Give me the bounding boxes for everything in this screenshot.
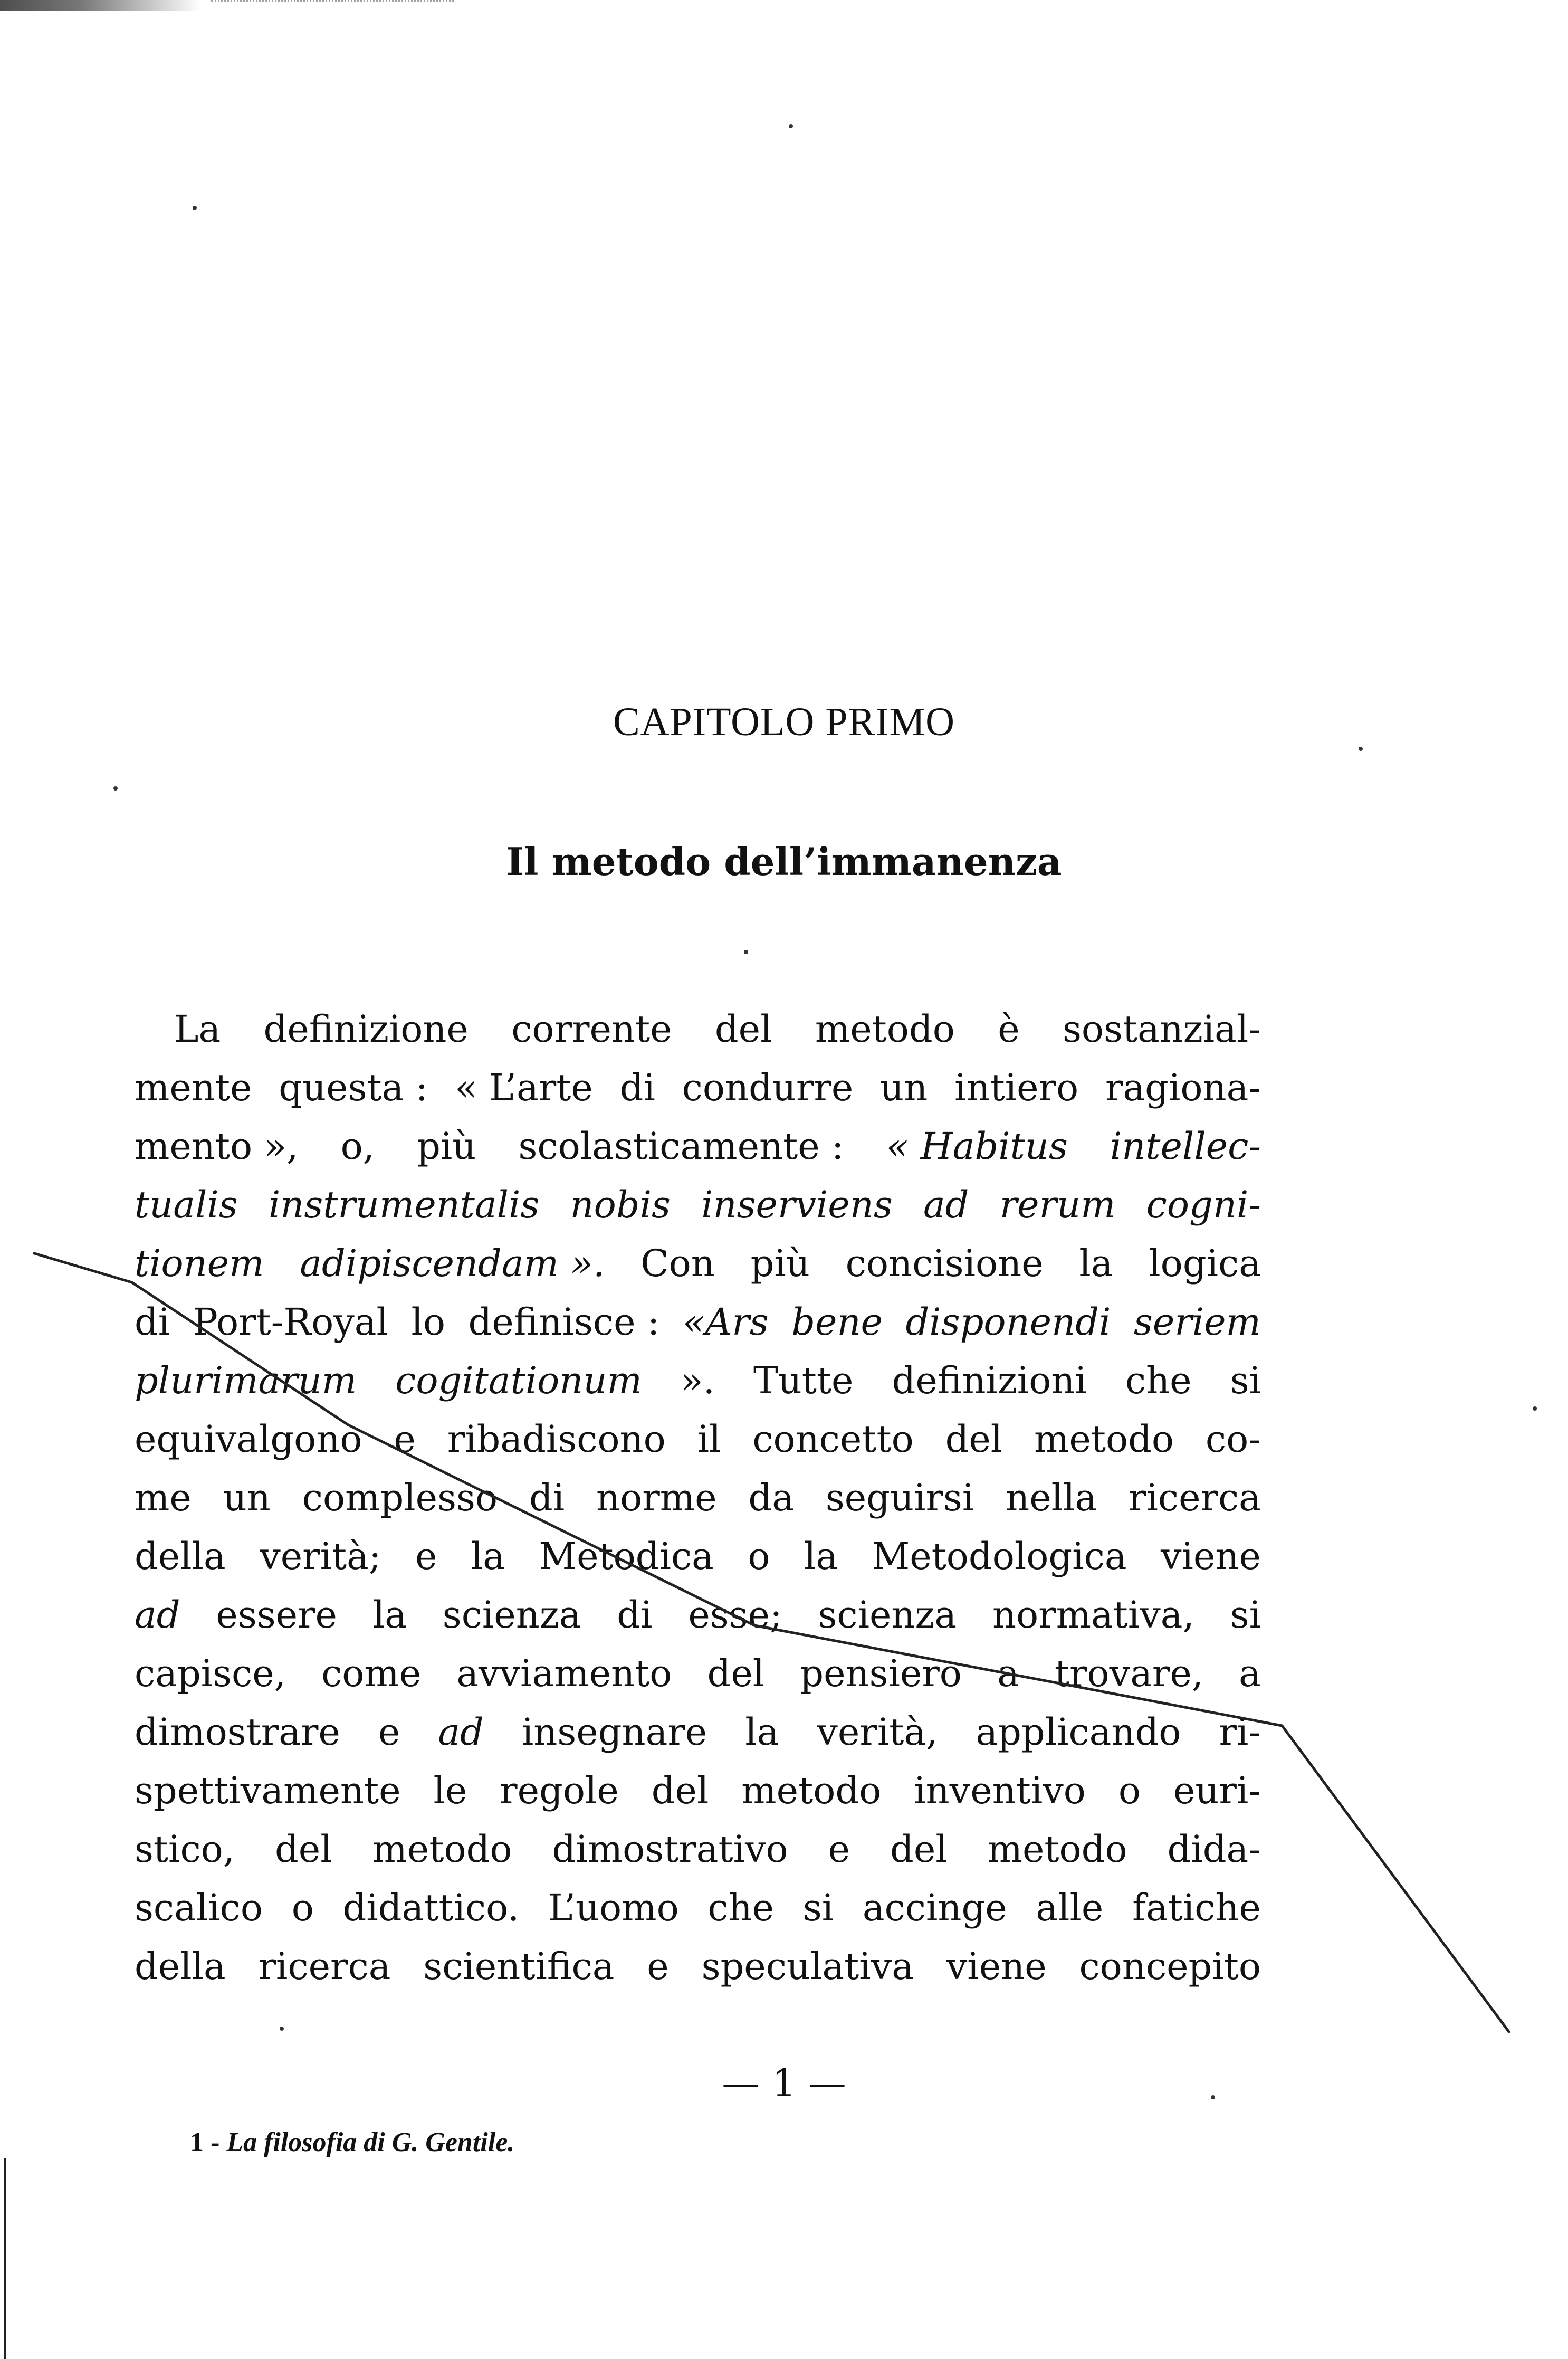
word: la: [1079, 1242, 1113, 1285]
word: trovare,: [1054, 1652, 1204, 1695]
word: ad: [135, 1593, 180, 1637]
word: metodo: [372, 1828, 512, 1871]
scan-speck: [789, 124, 793, 128]
word: L’uomo: [548, 1886, 679, 1929]
scan-speck: [280, 2027, 284, 2031]
word: a: [997, 1652, 1019, 1695]
word: della: [135, 1945, 226, 1988]
word: la: [745, 1710, 779, 1754]
text-line: [135, 1879, 1261, 1937]
word: viene: [1161, 1535, 1261, 1578]
word: del: [274, 1828, 332, 1871]
word: del: [714, 1007, 772, 1051]
word: la: [471, 1535, 505, 1578]
text-line: [135, 1469, 1261, 1527]
text-line: [135, 1762, 1261, 1820]
word: co-: [1205, 1418, 1261, 1461]
word: didattico.: [342, 1886, 520, 1929]
word: si: [1230, 1359, 1261, 1402]
scan-top-marks: [211, 0, 454, 6]
word: « Habitus: [886, 1125, 1068, 1168]
text-line: [135, 1410, 1261, 1469]
text-line: [135, 1703, 1261, 1762]
word: rerum: [999, 1183, 1116, 1226]
word: dida-: [1167, 1828, 1261, 1871]
chapter-title: Il metodo dell’immanenza: [506, 839, 1062, 884]
word: o: [291, 1886, 314, 1929]
word: mente: [135, 1066, 252, 1109]
word: metodo: [815, 1007, 955, 1051]
word: inventivo: [914, 1769, 1086, 1812]
word: si: [802, 1886, 834, 1929]
word: un: [880, 1066, 928, 1109]
word: o: [1118, 1769, 1141, 1812]
word: Con: [640, 1242, 715, 1285]
scan-speck: [744, 950, 748, 954]
word: metodo: [741, 1769, 882, 1812]
word: e: [415, 1535, 437, 1578]
word: Port-Royal: [193, 1300, 388, 1344]
word: il: [697, 1418, 721, 1461]
scan-speck: [1359, 747, 1363, 751]
word: che: [1125, 1359, 1192, 1402]
word: che: [707, 1886, 775, 1929]
word: un: [223, 1476, 271, 1519]
word: fatiche: [1132, 1886, 1261, 1929]
word: scienza: [818, 1593, 957, 1637]
word: avviamento: [456, 1652, 672, 1695]
text-line: [135, 1820, 1261, 1879]
word: Metodica: [539, 1535, 714, 1578]
word: norme: [596, 1476, 717, 1519]
word: concisione: [845, 1242, 1044, 1285]
text-line: [135, 1059, 1261, 1117]
word: La: [174, 1007, 221, 1051]
scan-speck: [113, 786, 118, 791]
word: o: [748, 1535, 770, 1578]
word: metodo: [1034, 1418, 1174, 1461]
word: e: [394, 1418, 416, 1461]
word: come: [321, 1652, 422, 1695]
word: di: [529, 1476, 565, 1519]
word: ».: [680, 1359, 715, 1402]
word: si: [1230, 1593, 1261, 1637]
word: la: [804, 1535, 838, 1578]
word: di: [617, 1593, 653, 1637]
word: le: [433, 1769, 467, 1812]
word: dimostrare: [135, 1710, 340, 1754]
text-line: [135, 1644, 1261, 1703]
text-line: [135, 1176, 1261, 1234]
signature-title: La filosofia di G. Gentile.: [226, 2127, 515, 2157]
word: capisce,: [135, 1652, 286, 1695]
word: di: [619, 1066, 655, 1109]
word: metodo: [987, 1828, 1127, 1871]
word: equivalgono: [135, 1418, 362, 1461]
word: normativa,: [992, 1593, 1194, 1637]
word: cogitationum: [395, 1359, 642, 1402]
word: disponendi: [905, 1300, 1111, 1344]
word: della: [135, 1535, 226, 1578]
word: speculativa: [701, 1945, 914, 1988]
word: euri-: [1173, 1769, 1261, 1812]
word: viene: [946, 1945, 1047, 1988]
word: concetto: [752, 1418, 914, 1461]
word: adipiscendam ».: [300, 1242, 605, 1285]
word: ribadiscono: [447, 1418, 666, 1461]
word: essere: [216, 1593, 337, 1637]
scan-edge-line: [4, 2158, 6, 2359]
word: regole: [500, 1769, 619, 1812]
word: la: [372, 1593, 407, 1637]
word: più: [417, 1125, 476, 1168]
word: verità,: [817, 1710, 938, 1754]
word: seguirsi: [825, 1476, 974, 1519]
word: ad: [438, 1710, 484, 1754]
word: dimostrativo: [552, 1828, 788, 1871]
word: tionem: [135, 1242, 264, 1285]
word: tualis: [135, 1183, 238, 1226]
word: di: [135, 1300, 170, 1344]
signature-number: 1 -: [190, 2127, 220, 2157]
scan-speck: [1533, 1406, 1537, 1411]
page-number: — 1 —: [722, 2061, 846, 2105]
word: cogni-: [1146, 1183, 1261, 1226]
word: e: [647, 1945, 669, 1988]
word: ad: [923, 1183, 969, 1226]
word: verità;: [260, 1535, 381, 1578]
word: nella: [1006, 1476, 1097, 1519]
text-line: [135, 1117, 1261, 1176]
text-line: [135, 1234, 1261, 1293]
word: intellec-: [1110, 1125, 1261, 1168]
word: logica: [1149, 1242, 1261, 1285]
word: nobis: [570, 1183, 671, 1226]
word: e: [828, 1828, 850, 1871]
word: è: [998, 1007, 1020, 1051]
word: bene: [791, 1300, 883, 1344]
text-line: [135, 1586, 1261, 1644]
word: inserviens: [701, 1183, 893, 1226]
word: questa :: [279, 1066, 428, 1109]
word: scientifica: [423, 1945, 615, 1988]
word: ri-: [1219, 1710, 1261, 1754]
word: ricerca: [1129, 1476, 1261, 1519]
word: del: [945, 1418, 1003, 1461]
word: « L’arte: [455, 1066, 593, 1109]
word: più: [750, 1242, 810, 1285]
word: pensiero: [800, 1652, 962, 1695]
word: alle: [1036, 1886, 1104, 1929]
word: plurimarum: [135, 1359, 357, 1402]
word: accinge: [862, 1886, 1007, 1929]
word: definisce :: [468, 1300, 660, 1344]
scan-speck: [193, 206, 197, 210]
body-text: [135, 1000, 1261, 1996]
word: intiero: [954, 1066, 1079, 1109]
word: scienza: [442, 1593, 581, 1637]
word: del: [707, 1652, 765, 1695]
word: mento »,: [135, 1125, 299, 1168]
word: a: [1239, 1652, 1261, 1695]
word: Tutte: [753, 1359, 854, 1402]
word: ricerca: [258, 1945, 391, 1988]
text-line: [135, 1000, 1261, 1059]
printer-signature-mark: [190, 2127, 514, 2158]
word: esse;: [688, 1593, 782, 1637]
word: seriem: [1133, 1300, 1261, 1344]
word: complesso: [302, 1476, 498, 1519]
text-line: [135, 1293, 1261, 1352]
word: scolasticamente :: [518, 1125, 844, 1168]
chapter-heading: CAPITOLO PRIMO: [613, 700, 955, 744]
word: insegnare: [521, 1710, 707, 1754]
word: instrumentalis: [268, 1183, 540, 1226]
word: scalico: [135, 1886, 263, 1929]
word: stico,: [135, 1828, 235, 1871]
word: ragiona-: [1105, 1066, 1261, 1109]
text-line: [135, 1527, 1261, 1586]
word: definizioni: [892, 1359, 1087, 1402]
word: applicando: [976, 1710, 1181, 1754]
word: definizione: [263, 1007, 469, 1051]
word: spettivamente: [135, 1769, 401, 1812]
scan-top-smudge: [0, 0, 200, 11]
word: e: [378, 1710, 400, 1754]
word: Metodologica: [872, 1535, 1127, 1578]
word: o,: [340, 1125, 375, 1168]
word: concepito: [1079, 1945, 1261, 1988]
word: da: [748, 1476, 794, 1519]
text-line: [135, 1352, 1261, 1410]
word: me: [135, 1476, 192, 1519]
word: del: [651, 1769, 709, 1812]
word: del: [890, 1828, 948, 1871]
text-line: [135, 1937, 1261, 1996]
word: lo: [411, 1300, 445, 1344]
word: corrente: [511, 1007, 672, 1051]
word: «Ars: [682, 1300, 769, 1344]
word: condurre: [682, 1066, 854, 1109]
word: sostanzial-: [1062, 1007, 1261, 1051]
